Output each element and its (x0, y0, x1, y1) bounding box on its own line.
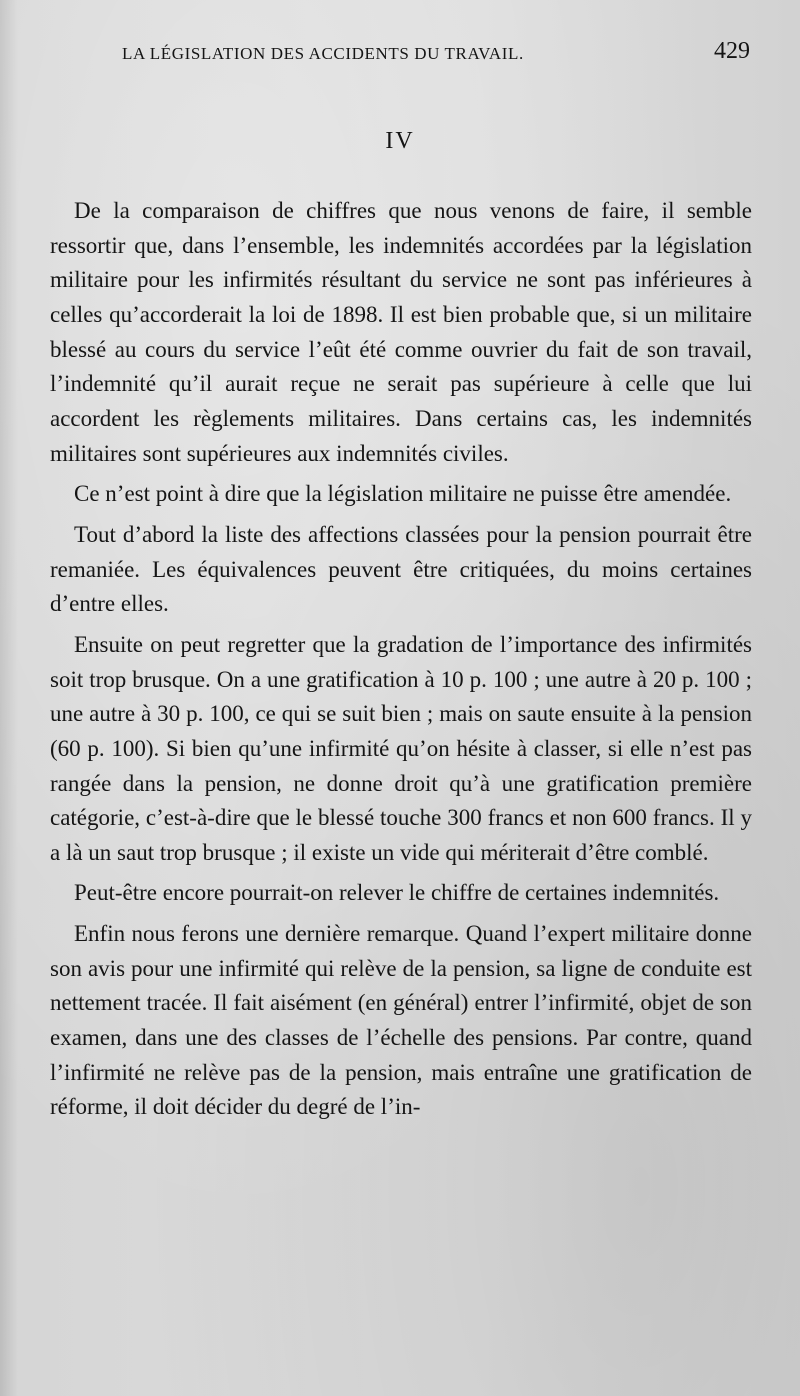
paragraph: Peut-être encore pourrait-on relever le chiffre de certaines indemnités. (74, 880, 720, 906)
paragraph: De la comparaison de chiffres que nous venons de faire, il semble ressortir que, dans l’ensemble, les indemnités accordées par la législation militaire pour les infirmités résultant du service ne sont pas inférieures à celles qu’accorderait la loi de 1898. Il est bien probable que, si un militaire blessé au cours du service l’eût été comme ouvrier du fait de son travail, l’indemnité qu’il aurait reçue ne serait pas supérieure à celle que lui accordent les règlements militaires. Dans certains cas, les indemnités militaires sont supérieures aux indemnités civiles. (50, 198, 752, 466)
page-number: 429 (714, 38, 750, 64)
paragraph: Tout d’abord la liste des affections classées pour la pension pourrait être remaniée. Les équivalences peuvent être critiquées, du moins certaines d’entre elles. (50, 521, 752, 617)
running-header (122, 38, 750, 74)
section-heading: IV (385, 128, 415, 154)
paragraph: Ce n’est point à dire que la législation militaire ne puisse être amendée. (74, 481, 732, 507)
paragraph: Ensuite on peut regretter que la gradation de l’importance des infirmités soit trop brusque. On a une gratification à 10 p. 100 ; une autre à 20 p. 100 ; une autre à 30 p. 100, ce qui se suit bien ; mais on saute ensuite à la pension (60 p. 100). Si bien qu’une infirmité qu’on hésite à classer, si elle n’est pas rangée dans la pension, ne donne droit qu’à une gratification première catégorie, c’est-à-dire que le blessé touche 300 francs et non 600 francs. Il y a là un saut trop brusque ; il existe un vide qui mériterait d’être comblé. (50, 631, 752, 865)
body-text (50, 194, 752, 1125)
running-title: LA LÉGISLATION DES ACCIDENTS DU TRAVAIL. (122, 44, 524, 63)
paragraph: Enfin nous ferons une dernière remarque. Quand l’expert militaire donne son avis pour une infirmité qui relève de la pension, sa ligne de conduite est nettement tracée. Il fait aisément (en général) entrer l’infirmité, objet de son examen, dans une des classes de l’échelle des pensions. Par contre, quand l’infirmité ne relève pas de la pension, mais entraîne une gratification de réforme, il doit décider du degré de l’in- (50, 921, 752, 1120)
